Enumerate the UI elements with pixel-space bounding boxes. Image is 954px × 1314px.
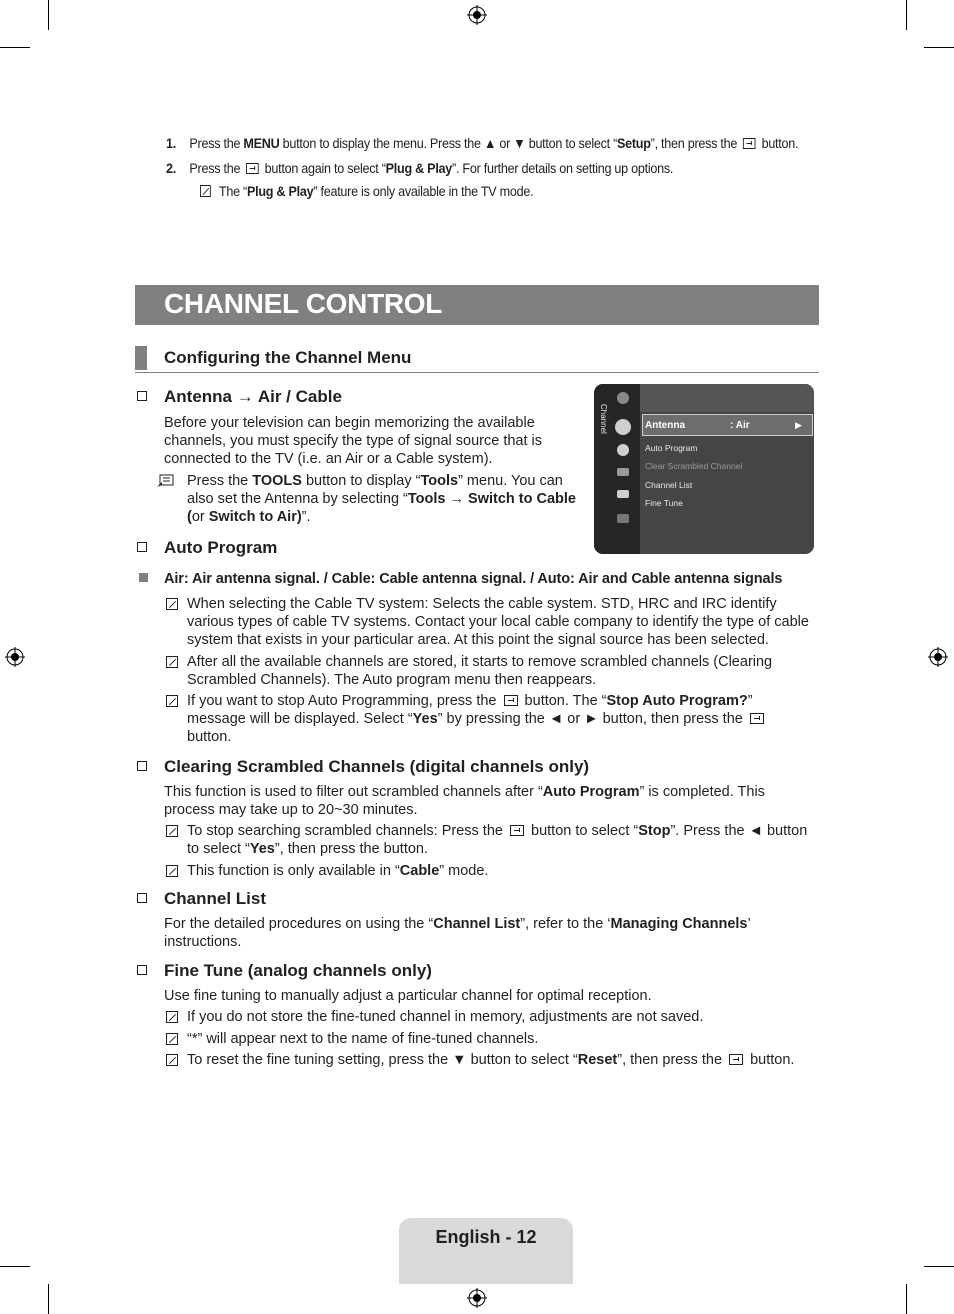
tv-menu-item-value: : Air (730, 420, 750, 431)
registration-mark-icon (5, 647, 25, 667)
tv-menu-item[interactable]: Channel List (645, 480, 693, 490)
checkbox-bullet-icon (137, 542, 147, 552)
subheading: Configuring the Channel Menu (164, 348, 412, 367)
tv-menu-item[interactable]: Auto Program (645, 443, 698, 453)
step-number: 1. (166, 135, 176, 151)
step-1: 1. Press the MENU button to display the menu. Press the ▲ or ▼ button to select “Setup”, then press the button. (166, 135, 799, 151)
enter-button-icon (743, 138, 756, 149)
signal-types: Air: Air antenna signal. / Cable: Cable antenna signal. / Auto: Air and Cable antenna signals (164, 571, 783, 587)
crop-mark (48, 1284, 49, 1314)
channel-list-heading: Channel List (164, 889, 267, 908)
clearing-note-2: This function is only available in “Cable” mode. (187, 863, 489, 879)
channel-list-description: For the detailed procedures on using the “Channel List”, refer to the ‘Managing Channels’ instructions. (164, 916, 751, 950)
subheading-marker (135, 346, 147, 370)
step-2: 2. Press the button again to select “Plug & Play”. For further details on setting up options. (166, 160, 674, 176)
page-number: English - 12 (435, 1227, 537, 1247)
auto-program-heading: Auto Program (164, 538, 278, 557)
application-icon (617, 490, 629, 498)
crop-mark (0, 1266, 30, 1267)
tools-icon (156, 474, 174, 488)
step-number: 2. (166, 160, 176, 176)
auto-program-note-3: If you want to stop Auto Programming, press the button. The “Stop Auto Program?” message will be displayed. Select “Yes” by pressing the ◄ or ► button, then press the button. (187, 692, 767, 746)
note-icon (166, 695, 178, 707)
fine-tune-description: Use fine tuning to manually adjust a particular channel for optimal reception. (164, 988, 652, 1004)
checkbox-bullet-icon (137, 893, 147, 903)
crop-mark (924, 1266, 954, 1267)
enter-button-icon (729, 1054, 743, 1065)
clearing-note-1: To stop searching scrambled channels: Press the button to select “Stop”. Press the ◄ button to select “Yes”, then press the button. (187, 823, 808, 857)
step-note: The “Plug & Play” feature is only available in the TV mode. (200, 183, 533, 199)
subheading-bar (135, 346, 819, 373)
page-title: CHANNEL CONTROL (164, 288, 443, 319)
crop-mark (906, 1284, 907, 1314)
crop-mark (924, 47, 954, 48)
clearing-description: This function is used to filter out scrambled channels after “Auto Program” is completed. This process may take up to 20~30 minutes. (164, 784, 765, 818)
tv-menu-side-label: Channel (599, 404, 608, 434)
support-icon (617, 514, 629, 523)
tv-menu-item-antenna[interactable]: Antenna (645, 420, 685, 431)
note-icon (166, 598, 178, 610)
tools-tip: Press the TOOLS button to display “Tools” menu. You can also set the Antenna by selecting “Tools → Switch to Cable (or Switch to Air)”. (187, 473, 576, 525)
crop-mark (0, 47, 30, 48)
arrow-right-icon: ▶ (795, 420, 802, 430)
input-icon (617, 468, 629, 476)
registration-mark-icon (467, 5, 487, 25)
fine-tune-heading: Fine Tune (analog channels only) (164, 961, 432, 980)
note-icon (200, 185, 211, 197)
antenna-description: Before your television can begin memorizing the available channels, you must specify the type of signal source that is connected to the TV (i.e. an Air or a Cable system). (164, 415, 543, 467)
enter-button-icon (750, 713, 764, 724)
clearing-heading: Clearing Scrambled Channels (digital channels only) (164, 757, 590, 776)
note-icon (166, 656, 178, 668)
crop-mark (906, 0, 907, 30)
note-icon (166, 865, 178, 877)
enter-button-icon (246, 163, 259, 174)
square-bullet-icon (139, 573, 148, 582)
registration-mark-icon (928, 647, 948, 667)
enter-button-icon (504, 695, 518, 706)
auto-program-note-1: When selecting the Cable TV system: Selects the cable system. STD, HRC and IRC identify various types of cable TV systems. Contact your local cable company to identify the type of cable system that exists in your particular area. At this point the signal source has been selected. (187, 596, 809, 648)
checkbox-bullet-icon (137, 391, 147, 401)
registration-mark-icon (467, 1288, 487, 1308)
note-icon (166, 1054, 178, 1066)
crop-mark (48, 0, 49, 30)
setup-gear-icon (617, 444, 629, 456)
note-icon (166, 1011, 178, 1023)
tv-channel-menu (594, 384, 814, 554)
checkbox-bullet-icon (137, 965, 147, 975)
tv-menu-item[interactable]: Fine Tune (645, 498, 683, 508)
enter-button-icon (510, 825, 524, 836)
tv-menu-item[interactable]: Clear Scrambled Channel (645, 461, 743, 471)
checkbox-bullet-icon (137, 761, 147, 771)
page-footer (399, 1218, 573, 1284)
antenna-heading: Antenna → Air / Cable (164, 387, 342, 406)
channel-icon (615, 419, 631, 435)
tv-menu-topstrip (640, 384, 814, 412)
picture-icon (617, 392, 629, 404)
note-icon (166, 825, 178, 837)
auto-program-note-2: After all the available channels are stored, it starts to remove scrambled channels (Clearing Scrambled Channels). The Auto program menu then reappears. (187, 654, 773, 688)
note-icon (166, 1033, 178, 1045)
fine-tune-note-3: To reset the fine tuning setting, press the ▼ button to select “Reset”, then press the button. (187, 1052, 795, 1068)
fine-tune-note-1: If you do not store the fine-tuned channel in memory, adjustments are not saved. (187, 1009, 704, 1025)
section-title-bar (135, 285, 819, 325)
fine-tune-note-2: “*” will appear next to the name of fine-tuned channels. (187, 1031, 539, 1047)
